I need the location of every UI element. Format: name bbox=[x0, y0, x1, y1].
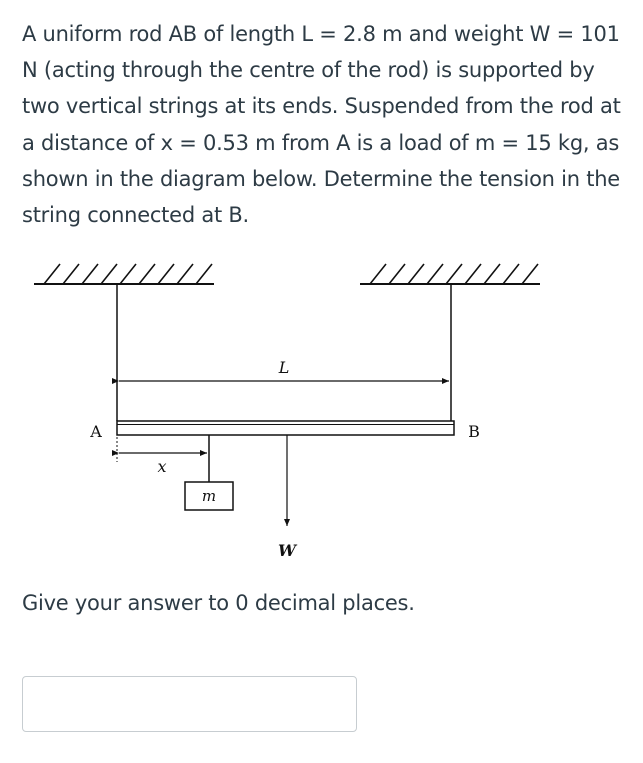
mass-label: m bbox=[201, 487, 217, 505]
right-ceiling-support bbox=[360, 264, 540, 284]
length-label: L bbox=[278, 358, 290, 377]
rod bbox=[117, 421, 454, 435]
question-text: A uniform rod AB of length L = 2.8 m and weight W = 101 N (acting through the centre of the rod) is supported by two vertical strings at its ends. Suspended from the rod at a distance of x = 0.53 m from A is a load of m = 15 kg, as shown in the diagram below. Determine the tension in the string connected at B. bbox=[22, 22, 621, 228]
left-ceiling-support bbox=[34, 264, 214, 284]
end-b-label: B bbox=[468, 422, 480, 441]
instruction-text: Give your answer to 0 decimal places. bbox=[22, 591, 415, 615]
end-a-label: A bbox=[90, 422, 102, 441]
weight-label: W bbox=[278, 541, 296, 560]
rod-diagram bbox=[0, 250, 643, 570]
distance-label: x bbox=[157, 457, 167, 476]
answer-input[interactable] bbox=[22, 676, 357, 732]
